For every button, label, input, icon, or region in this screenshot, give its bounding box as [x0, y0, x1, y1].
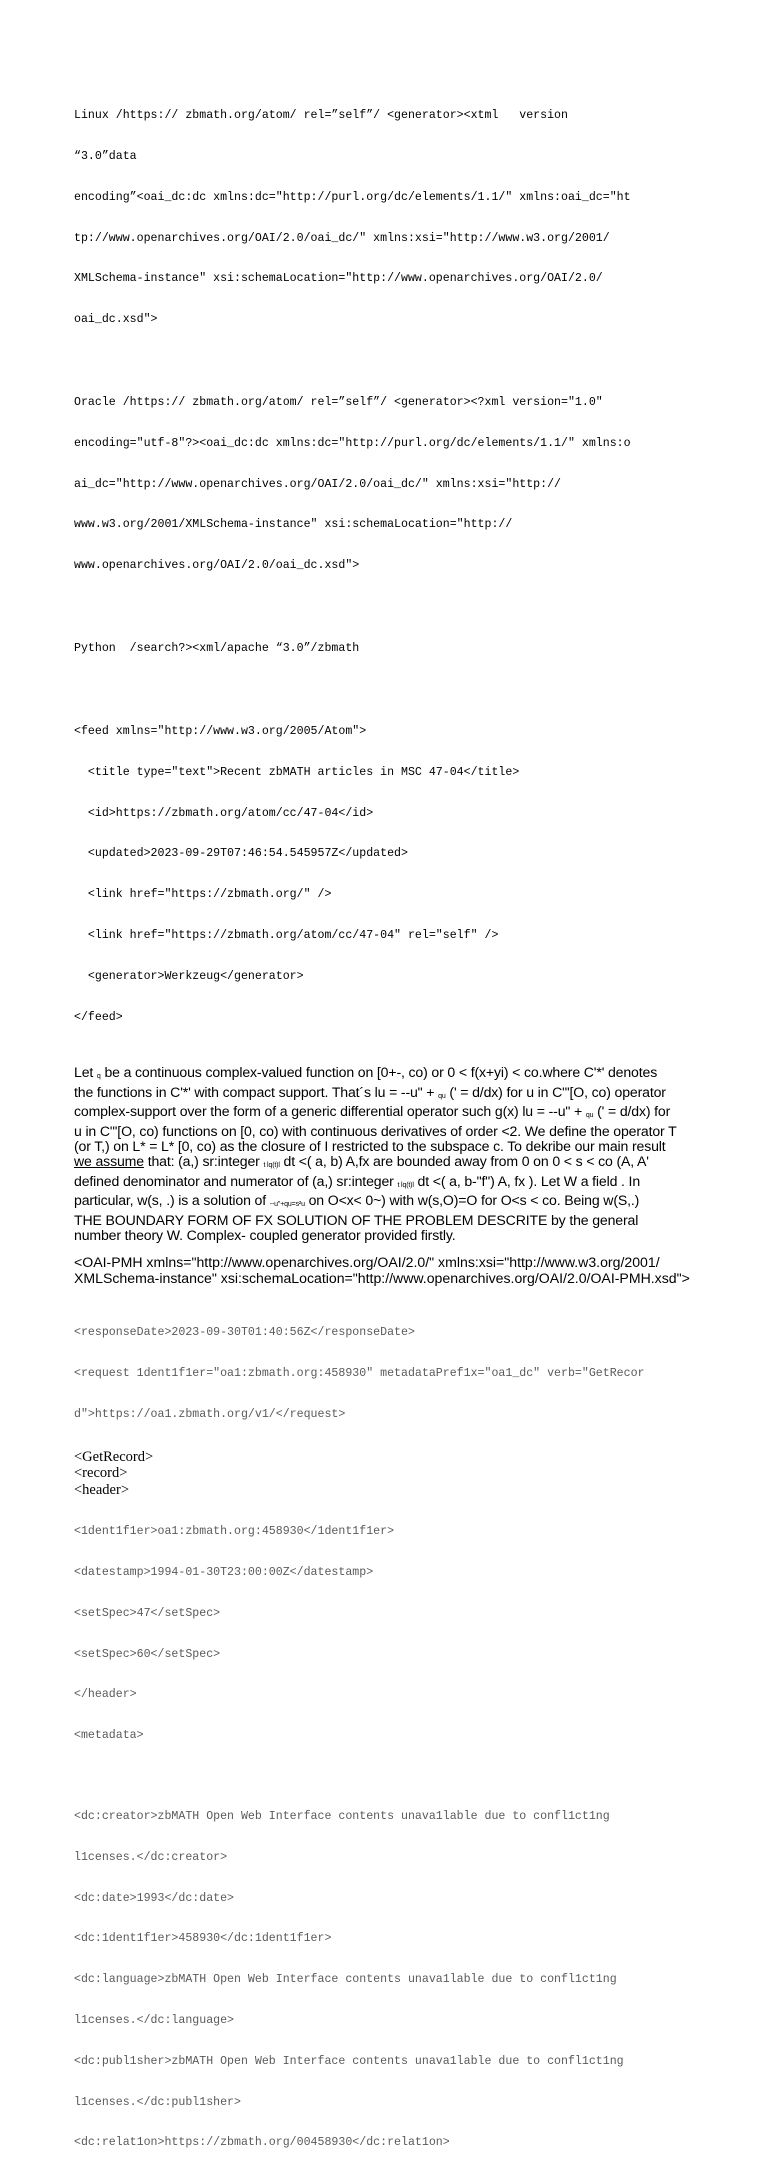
document-page: [74, 82, 704, 2177]
code-line: l1censes.</dc:creator>: [74, 1850, 228, 1864]
code-line: Python /search?><xml/apache “3.0”/zbmath: [74, 642, 360, 656]
code-line: <link href="https://zbmath.org/atom/cc/47-04" rel="self" />: [74, 929, 499, 943]
code-line: <setSpec>47</setSpec>: [74, 1606, 221, 1620]
para-subscript: qu: [585, 1112, 594, 1120]
code-line: <dc:1dent1f1er>458930</dc:1dent1f1er>: [74, 1932, 332, 1946]
para-text: (or T,) on L* = L* [0, co) as the closure of I restricted to the subspace c. To dekribe our main result: [74, 1138, 666, 1154]
code-line: <dc:date>1993</dc:date>: [74, 1891, 235, 1905]
oracle-xml-block: [74, 369, 704, 600]
code-line: Linux /https:// zbmath.org/atom/ rel=”self”/ <generator><xtml version: [74, 109, 568, 123]
code-line: <dc:relat1on>https://zbmath.org/00458930</dc:relat1on>: [74, 2136, 450, 2150]
code-line: ai_dc="http://www.openarchives.org/OAI/2.0/oai_dc/" xmlns:xsi="http://: [74, 477, 562, 491]
para-subscript: q: [96, 1073, 101, 1081]
linux-xml-block: [74, 82, 704, 354]
code-line: www.w3.org/2001/XMLSchema-instance" xsi:schemaLocation="http://: [74, 518, 513, 532]
oai-pmh-line: <OAI-PMH xmlns="http://www.openarchives.org/OAI/2.0/" xmlns:xsi="http://www.w3.org/2001/: [74, 1254, 660, 1271]
para-text: u in C"'[O, co) functions on [0, co) with continuous derivatives of order <2. We define the operator T: [74, 1122, 677, 1139]
code-line: XMLSchema-instance" xsi:schemaLocation="http://www.openarchives.org/OAI/2.0/: [74, 272, 603, 286]
code-line: <dc:language>zbMATH Open Web Interface contents unava1lable due to confl1ct1ng: [74, 1973, 617, 1987]
code-line: oai_dc.xsd">: [74, 313, 158, 327]
para-text: be a continuous complex-valued function on [0+-, co) or 0 < f(x+yi) < co.where C'*' denotes: [100, 1064, 658, 1081]
para-text: that: (a,) sr:integer: [143, 1153, 264, 1170]
getrecord-tag: <GetRecord>: [74, 1448, 154, 1465]
math-paragraph: [74, 1065, 702, 1243]
code-line: <datestamp>1994-01-30T23:00:00Z</datestamp>: [74, 1565, 374, 1579]
code-line: <metadata>: [74, 1729, 144, 1743]
para-text: dt <( a, b) A,fx are bounded away from 0 on 0 < s < co (A, A': [279, 1153, 649, 1170]
para-text: (' = d/dx) for u in C"'[O, co) operator: [445, 1083, 666, 1100]
para-subscript: qu: [438, 1092, 446, 1100]
code-line: <feed xmlns="http://www.w3.org/2005/Atom">: [74, 725, 367, 739]
record-tags: [74, 1449, 704, 1498]
code-line: <generator>Werkzeug</generator>: [74, 969, 304, 983]
para-text: number theory W. Complex- coupled generator provided firstly.: [74, 1227, 456, 1244]
oai-pmh-declaration: [74, 1255, 702, 1286]
code-line: l1censes.</dc:language>: [74, 2013, 235, 2027]
dublin-core-block: [74, 1783, 704, 2177]
code-line: tp://www.openarchives.org/OAI/2.0/oai_dc/" xmlns:xsi="http://www.w3.org/2001/: [74, 231, 610, 245]
code-line: <dc:creator>zbMATH Open Web Interface contents unava1lable due to confl1ct1ng: [74, 1810, 610, 1824]
para-text: dt <( a, b-"f") A, fx ). Let W a field . In: [413, 1172, 641, 1189]
code-line: encoding”<oai_dc:dc xmlns:dc="http://purl.org/dc/elements/1.1/" xmlns:oai_dc="ht: [74, 190, 631, 204]
para-text: the functions in C'*' with compact support. That´s lu = --u" +: [74, 1083, 439, 1100]
code-line: <1dent1f1er>oa1:zbmath.org:458930</1dent1f1er>: [74, 1525, 395, 1539]
para-text: defined denominator and numerator of (a,) sr:integer: [74, 1172, 398, 1189]
header-fields-block: [74, 1498, 704, 1770]
para-text: (' = d/dx) for: [593, 1103, 671, 1120]
para-text: on O<x< 0~) with w(s,O)=O for O<s < co. Being w(S,.): [304, 1192, 640, 1209]
code-line: www.openarchives.org/OAI/2.0/oai_dc.xsd">: [74, 559, 360, 573]
para-subscript: --u"+qu=s²u: [269, 1201, 305, 1209]
code-line: <responseDate>2023-09-30T01:40:56Z</responseDate>: [74, 1326, 415, 1340]
header-tag: <header>: [74, 1481, 129, 1498]
atom-feed-block: [74, 698, 704, 1051]
code-line: Oracle /https:// zbmath.org/atom/ rel=”self”/ <generator><?xml version="1.0": [74, 396, 603, 410]
code-line: <request 1dent1f1er="oa1:zbmath.org:458930" metadataPref1x="oa1_dc" verb="GetRecor: [74, 1367, 645, 1381]
para-underlined: we assume: [74, 1153, 144, 1170]
para-text: THE BOUNDARY FORM OF FX SOLUTION OF THE PROBLEM DESCRITE by the general: [74, 1211, 639, 1228]
code-line: l1censes.</dc:publ1sher>: [74, 2095, 241, 2109]
code-line: <setSpec>60</setSpec>: [74, 1647, 221, 1661]
code-line: </header>: [74, 1688, 137, 1702]
python-line-block: [74, 615, 704, 683]
code-line: <title type="text">Recent zbMATH articles in MSC 47-04</title>: [74, 765, 520, 779]
para-text: Let: [74, 1064, 97, 1081]
oai-pmh-line: XMLSchema-instance" xsi:schemaLocation="http://www.openarchives.org/OAI/2.0/OAI-PMH.xsd">: [74, 1269, 690, 1286]
code-line: <dc:publ1sher>zbMATH Open Web Interface contents unava1lable due to confl1ct1ng: [74, 2054, 624, 2068]
code-line: <link href="https://zbmath.org/" />: [74, 888, 332, 902]
code-line: </feed>: [74, 1010, 123, 1024]
para-subscript: t lq(t)l: [397, 1181, 414, 1189]
code-line: d">https://oa1.zbmath.org/v1/</request>: [74, 1408, 346, 1421]
para-text: particular, w(s, .) is a solution of: [74, 1192, 270, 1209]
code-line: “3.0”data: [74, 149, 137, 163]
response-block: [74, 1299, 704, 1449]
code-line: <id>https://zbmath.org/atom/cc/47-04</id>: [74, 806, 374, 820]
para-text: complex-support over the form of a generic differential operator such g(x) lu = --u" +: [74, 1103, 586, 1120]
para-subscript: t lq(t)l: [263, 1162, 280, 1170]
record-tag: <record>: [74, 1465, 128, 1482]
code-line: encoding="utf-8"?><oai_dc:dc xmlns:dc="http://purl.org/dc/elements/1.1/" xmlns:o: [74, 436, 631, 450]
code-line: <updated>2023-09-29T07:46:54.545957Z</updated>: [74, 847, 408, 861]
